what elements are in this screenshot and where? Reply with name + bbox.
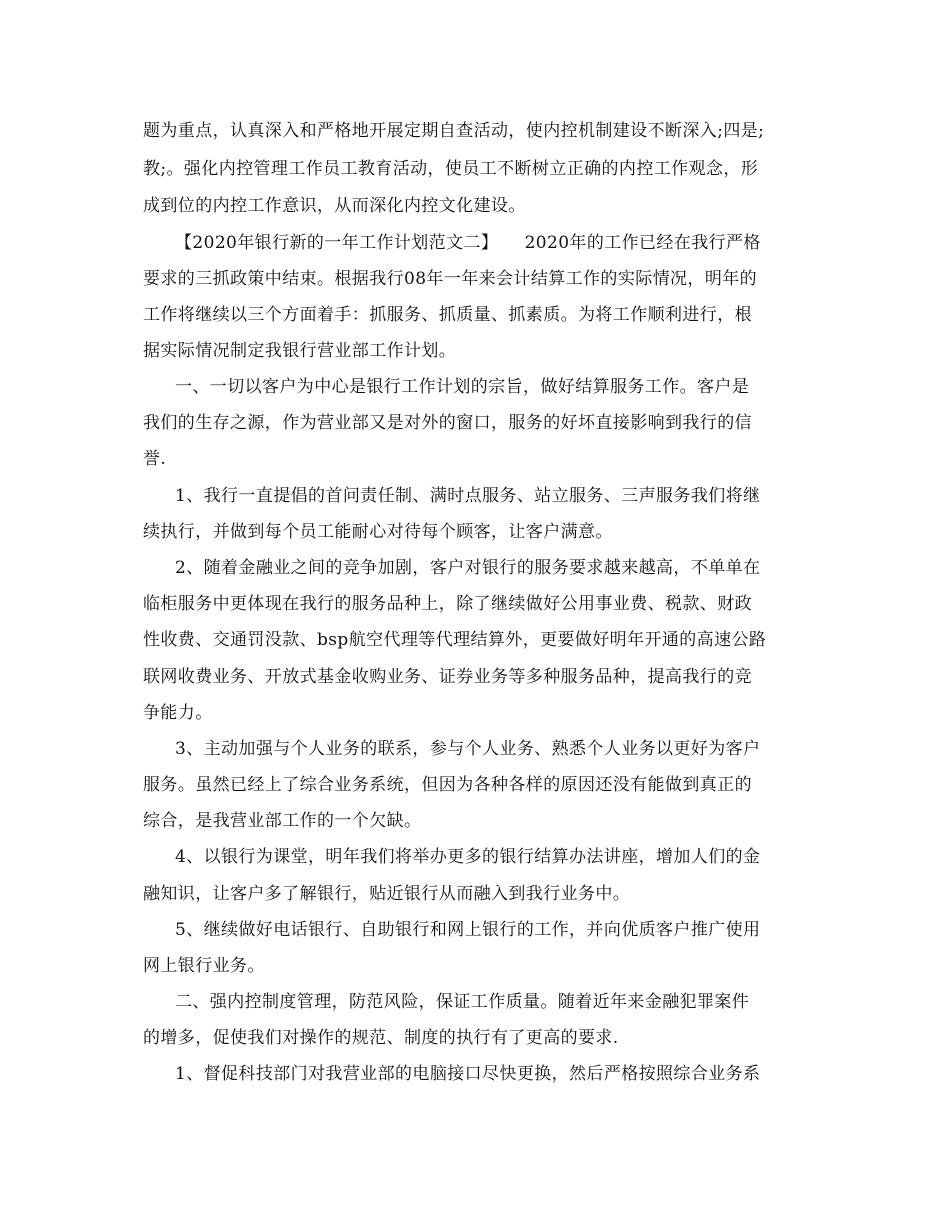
text-line: 融知识，让客户多了解银行，贴近银行从而融入到我行业务中。 [143, 884, 631, 904]
text-line: 5、继续做好电话银行、自助银行和网上银行的工作，并向优质客户推广使用 [175, 920, 761, 940]
text-line: 一、一切以客户为中心是银行工作计划的宗旨，做好结算服务工作。客户是 [175, 377, 750, 397]
text-line: 据实际情况制定我银行营业部工作计划。 [143, 341, 457, 361]
text-line: 联网收费业务、开放式基金收购业务、证券业务等多种服务品种，提高我行的竞 [143, 667, 752, 687]
text-line: 1、我行一直提倡的首问责任制、满时点服务、站立服务、三声服务我们将继 [175, 486, 761, 506]
text-line: 续执行，并做到每个员工能耐心对待每个顾客，让客户满意。 [143, 522, 613, 542]
text-line: 网上银行业务。 [143, 956, 265, 976]
text-line: 题为重点，认真深入和严格地开展定期自查活动，使内控机制建设不断深入;四是; [143, 121, 765, 141]
text-line: 的增多，促使我们对操作的规范、制度的执行有了更高的要求. [143, 1028, 619, 1048]
text-line: 综合，是我营业部工作的一个欠缺。 [143, 811, 422, 831]
text-line: 我们的生存之源，作为营业部又是对外的窗口，服务的好坏直接影响到我行的信 [143, 413, 752, 433]
text-line: 性收费、交通罚没款、bsp航空代理等代理结算外，更要做好明年开通的高速公路 [143, 630, 767, 650]
text-line: 成到位的内控工作意识，从而深化内控文化建设。 [143, 196, 526, 216]
text-line: 服务。虽然已经上了综合业务系统，但因为各种各样的原因还没有能做到真正的 [143, 775, 752, 795]
text-line: 教;。强化内控管理工作员工教育活动，使员工不断树立正确的内控工作观念，形 [143, 159, 759, 179]
text-line: 誉. [143, 449, 167, 469]
text-line: 二、强内控制度管理，防范风险，保证工作质量。随着近年来金融犯罪案件 [175, 992, 750, 1012]
text-line: 工作将继续以三个方面着手：抓服务、抓质量、抓素质。为将工作顺利进行，根 [143, 305, 752, 325]
text-line: 要求的三抓政策中结束。根据我行08年一年来会计结算工作的实际情况，明年的 [143, 269, 758, 289]
text-line: 争能力。 [143, 703, 213, 723]
text-line: 【2020年银行新的一年工作计划范文二】 2020年的工作已经在我行严格 [175, 233, 761, 253]
text-line: 2、随着金融业之间的竞争加剧，客户对银行的服务要求越来越高，不单单在 [175, 558, 761, 578]
text-line: 4、以银行为课堂，明年我们将举办更多的银行结算办法讲座，增加人们的金 [175, 847, 761, 867]
text-line: 3、主动加强与个人业务的联系，参与个人业务、熟悉个人业务以更好为客户 [175, 739, 761, 759]
text-line: 1、督促科技部门对我营业部的电脑接口尽快更换，然后严格按照综合业务系 [175, 1064, 761, 1084]
text-line: 临柜服务中更体现在我行的服务品种上，除了继续做好公用事业费、税款、财政 [143, 594, 752, 614]
